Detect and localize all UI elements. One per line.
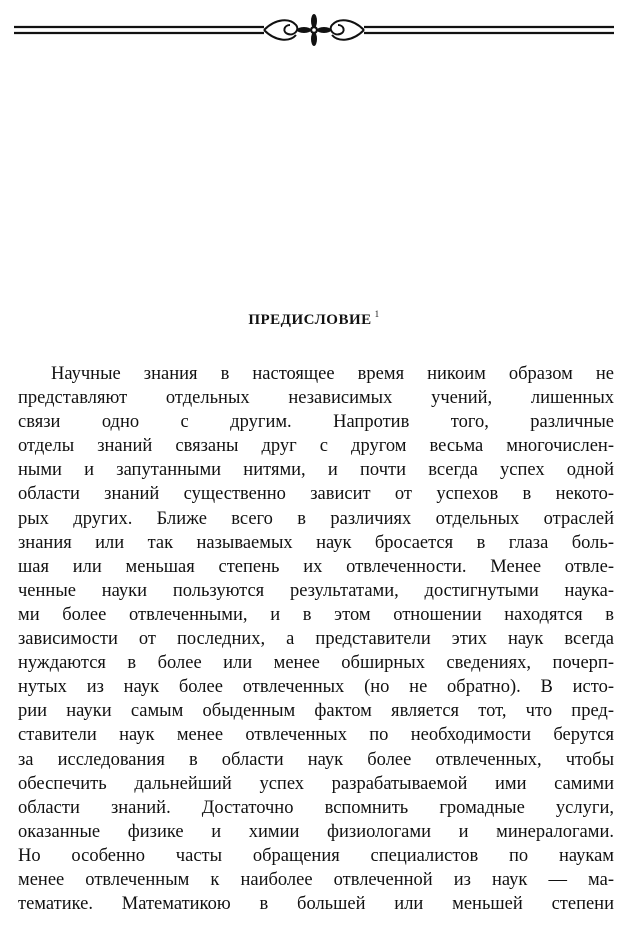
text-line: рии науки самым обыденным фактом является тот, что пред-: [18, 701, 614, 722]
chapter-title: ПРЕДИСЛОВИЕ: [248, 312, 372, 328]
body-text: [18, 362, 614, 916]
text-line: рых других. Ближе всего в различиях отдельных отраслей: [18, 508, 614, 529]
ornament-scroll-right: [331, 20, 364, 34]
footnote-marker: 1: [374, 309, 380, 319]
decorative-header-ornament: [14, 12, 614, 48]
ornament-scroll-left: [264, 20, 297, 34]
text-line: области знаний существенно зависит от успехов в некото-: [18, 484, 614, 505]
text-line: ставители наук менее отвлеченных по необходимости берутся: [18, 725, 614, 746]
ornament-petal-right: [317, 27, 331, 33]
text-line: нуждаются в более или менее обширных сведениях, почерп-: [18, 653, 614, 674]
text-line: шая или меньшая степень их отвлеченности. Менее отвле-: [18, 556, 614, 577]
text-line: ми более отвлеченными, и в этом отношении находятся в: [18, 604, 614, 625]
text-line: отделы знаний связаны друг с другом весьма многочислен-: [18, 436, 614, 457]
text-line: Но особенно часты обращения специалистов по наукам: [18, 845, 614, 866]
text-line: ными и запутанными нитями, и почти всегда успех одной: [18, 460, 614, 481]
text-line: знания или так называемых наук бросается в глаза боль-: [18, 532, 614, 553]
text-line: менее отвлеченным к наиболее отвлеченной из наук — ма-: [18, 869, 614, 890]
text-line: оказанные физике и химии физиологами и минералогами.: [18, 821, 614, 842]
text-line: обеспечить дальнейший успех разрабатываемой ими самими: [18, 773, 614, 794]
text-line: нутых из наук более отвлеченных (но не обратно). В исто-: [18, 677, 614, 698]
text-line: связи одно с другим. Напротив того, различные: [18, 412, 614, 433]
text-line: ченные науки пользуются результатами, достигнутыми наука-: [18, 580, 614, 601]
chapter-heading: [0, 309, 628, 329]
ornament-petal-bottom: [311, 32, 317, 46]
text-line: тематике. Математикою в большей или меньшей степени: [18, 894, 614, 915]
text-line: Научные знания в настоящее время никоим образом не: [51, 364, 614, 384]
ornament-petal-top: [311, 14, 317, 28]
text-line: зависимости от последних, а представители этих наук всегда: [18, 629, 614, 650]
ornament-petal-left: [297, 27, 311, 33]
text-line: представляют отдельных независимых учений, лишенных: [18, 388, 614, 409]
text-line: за исследования в области наук более отвлеченных, чтобы: [18, 749, 614, 770]
text-line: области знаний. Достаточно вспомнить громадные услуги,: [18, 797, 614, 818]
